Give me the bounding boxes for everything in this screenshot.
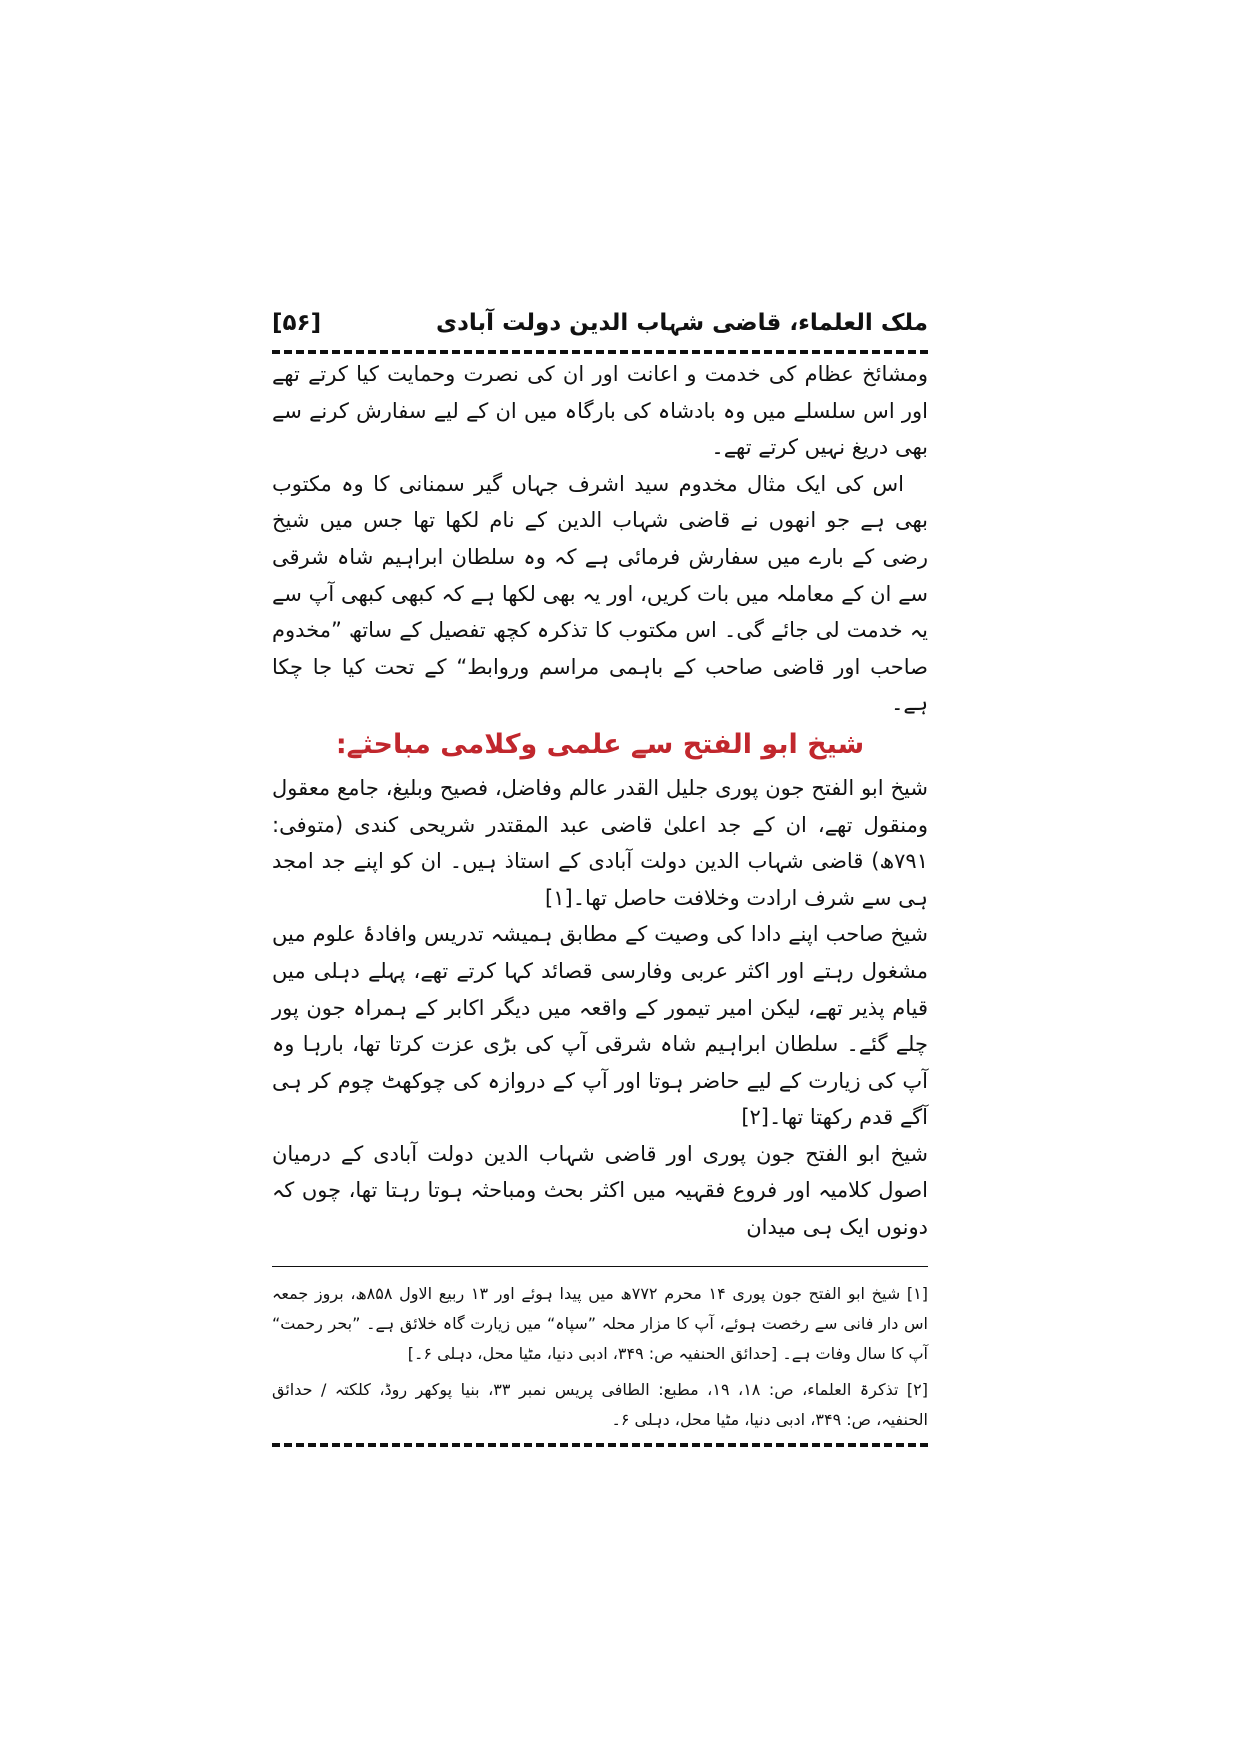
- page-header: [272, 298, 928, 348]
- paragraph-3-text: شیخ ابو الفتح جون پوری جلیل القدر عالم وفاضل، فصیح وبلیغ، جامع معقول ومنقول تھے، ان کے جد اعلیٰ قاضی عبد المقتدر شریحی کندی (متوفی: ۷۹۱ھ) قاضی شہاب الدین دولت آبادی کے استاذ ہیں۔ ان کو اپنے جد امجد ہی سے شرف ارادت وخلافت حاصل تھا۔: [272, 775, 928, 910]
- citation-2: [۲]: [741, 1105, 769, 1130]
- paragraph-4: [272, 916, 928, 1136]
- header-dashed-rule: [272, 350, 928, 354]
- citation-1: [۱]: [545, 885, 573, 910]
- paragraph-4-text: شیخ صاحب اپنے دادا کی وصیت کے مطابق ہمیشہ تدریس وافادۂ علوم میں مشغول رہتے اور اکثر عربی وفارسی قصائد کہا کرتے تھے، پہلے دہلی میں قیام پذیر تھے، لیکن امیر تیمور کے واقعہ میں دیگر اکابر کے ہمراہ جون پور چلے گئے۔ سلطان ابراہیم شاہ شرقی آپ کی بڑی عزت کرتا تھا، بارہا وہ آپ کی زیارت کے لیے حاضر ہوتا اور آپ کے دروازہ کی چوکھٹ چوم کر ہی آگے قدم رکھتا تھا۔: [272, 922, 928, 1130]
- footer-dashed-rule: [272, 1443, 928, 1447]
- paragraph-5: شیخ ابو الفتح جون پوری اور قاضی شہاب الدین دولت آبادی کے درمیان اصول کلامیہ اور فروع فقہیہ میں اکثر بحث ومباحثہ ہوتا رہتا تھا، چوں کہ دونوں ایک ہی میدان: [272, 1141, 928, 1240]
- footnote-separator: [272, 1266, 928, 1267]
- running-title: ملک العلماء، قاضی شہاب الدین دولت آبادی: [436, 310, 928, 336]
- paragraph-2: اس کی ایک مثال مخدوم سید اشرف جہاں گیر سمنانی کا وہ مکتوب بھی ہے جو انھوں نے قاضی شہاب الدین کے نام لکھا تھا جس میں شیخ رضی کے بارے میں سفارش فرمائی ہے کہ وہ سلطان ابراہیم شاہ شرقی سے ان کے معاملہ میں بات کریں، اور یہ بھی لکھا ہے کہ کبھی کبھی آپ سے یہ خدمت لی جائے گی۔ اس مکتوب کا تذکرہ کچھ تفصیل کے ساتھ ”مخدوم صاحب اور قاضی صاحب کے باہمی مراسم وروابط“ کے تحت کیا جا چکا ہے۔: [272, 471, 928, 716]
- page-number: [۵۶]: [272, 310, 322, 336]
- footnote-1: [۱] شیخ ابو الفتح جون پوری ۱۴ محرم ۷۷۲ھ میں پیدا ہوئے اور ۱۳ ربیع الاول ۸۵۸ھ، بروز جمعہ اس دار فانی سے رخصت ہوئے، آپ کا مزار محلہ ”سپاہ“ میں زیارت گاہ خلائق ہے۔ ”بحر رحمت“ آپ کا سال وفات ہے۔ [حدائق الحنفیہ ص: ۳۴۹، ادبی دنیا، مٹیا محل، دہلی ۶۔]: [272, 1283, 928, 1363]
- main-text: [272, 356, 928, 1246]
- footnotes: [272, 1279, 928, 1435]
- paragraph-3: [272, 770, 928, 916]
- book-page: [272, 298, 929, 1429]
- section-heading: شیخ ابو الفتح سے علمی وکلامی مباحثے:: [335, 728, 865, 760]
- paragraph-1: ومشائخ عظام کی خدمت و اعانت اور ان کی نصرت وحمایت کیا کرتے تھے اور اس سلسلے میں وہ بادشاہ کی بارگاہ میں ان کے لیے سفارش کرنے سے بھی دریغ نہیں کرتے تھے۔: [272, 362, 928, 460]
- footnote-2: [۲] تذکرۃ العلماء، ص: ۱۸، ۱۹، مطبع: الطافی پریس نمبر ۳۳، بنیا پوکھر روڈ، کلکتہ / حدائق الحنفیہ، ص: ۳۴۹، ادبی دنیا، مٹیا محل، دہلی ۶۔: [272, 1379, 929, 1429]
